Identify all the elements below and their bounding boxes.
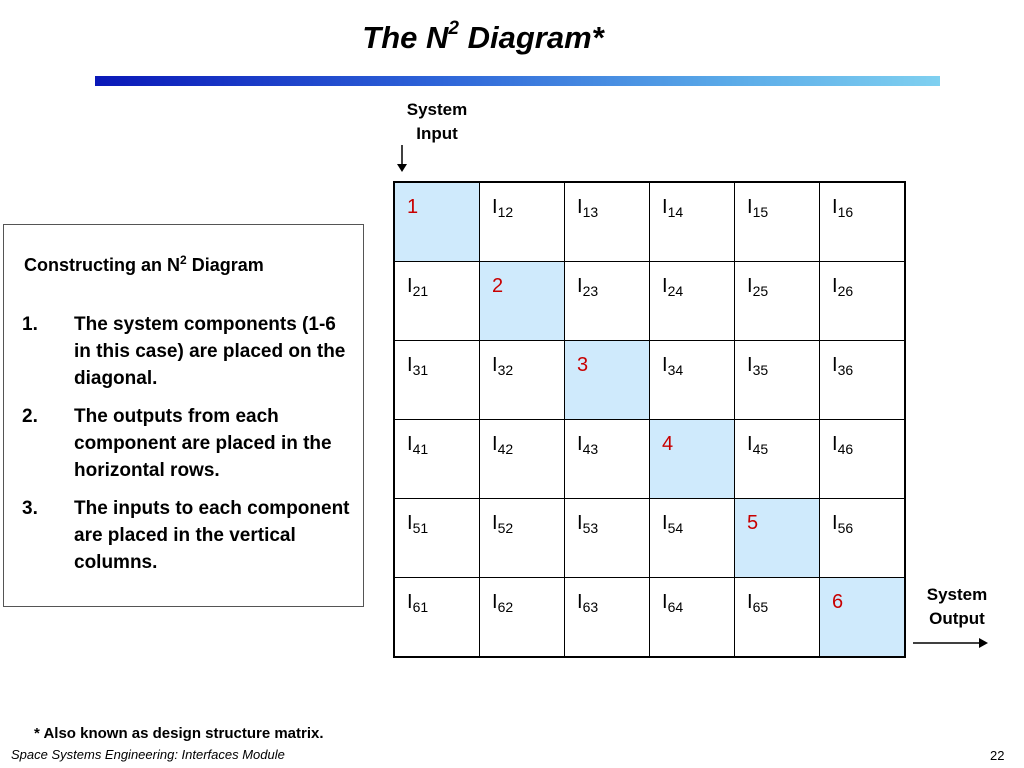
matrix-component-cell (394, 182, 480, 262)
interface-base: I (747, 354, 753, 376)
matrix-interface-cell (820, 420, 906, 499)
component-label: 4 (662, 433, 674, 455)
info-heading-suffix: Diagram (186, 255, 264, 275)
matrix-interface-cell (394, 262, 480, 341)
interface-base: I (407, 354, 413, 376)
matrix-interface-cell (650, 341, 735, 420)
interface-label (492, 590, 513, 614)
interface-base: I (492, 196, 498, 218)
interface-subscript: 42 (497, 441, 514, 457)
matrix-component-cell (480, 262, 565, 341)
interface-label (492, 432, 513, 456)
system-output-line-2: Output (929, 609, 985, 628)
interface-label (832, 274, 853, 298)
component-label: 5 (747, 512, 759, 534)
matrix-interface-cell (735, 420, 820, 499)
list-item-text: The inputs to each component are placed in the vertical columns. (74, 498, 350, 573)
interface-base: I (577, 433, 583, 455)
interface-subscript: 52 (497, 520, 514, 536)
footer-text: Space Systems Engineering: Interfaces Module (11, 747, 285, 762)
matrix-interface-cell (565, 262, 650, 341)
interface-label (492, 195, 513, 219)
interface-label (662, 590, 683, 614)
interface-label (492, 353, 513, 377)
matrix-interface-cell (650, 499, 735, 578)
interface-base: I (747, 275, 753, 297)
interface-subscript: 46 (837, 441, 854, 457)
list-item-text: The system components (1-6 in this case) are placed on the diagonal. (74, 314, 346, 389)
info-heading-prefix: Constructing an N (24, 255, 180, 275)
matrix-interface-cell (480, 499, 565, 578)
interface-base: I (662, 196, 668, 218)
matrix-interface-cell (565, 578, 650, 658)
matrix-row (394, 182, 905, 262)
n2-matrix (393, 181, 906, 658)
interface-subscript: 32 (497, 362, 514, 378)
interface-subscript: 65 (752, 599, 769, 615)
matrix-interface-cell (394, 341, 480, 420)
matrix-interface-cell (650, 262, 735, 341)
matrix-interface-cell (394, 420, 480, 499)
interface-base: I (492, 433, 498, 455)
interface-base: I (492, 354, 498, 376)
interface-base: I (577, 196, 583, 218)
matrix-interface-cell (480, 578, 565, 658)
matrix-interface-cell (820, 182, 906, 262)
interface-base: I (492, 591, 498, 613)
interface-subscript: 51 (412, 520, 429, 536)
system-output-line-1: System (926, 585, 988, 604)
matrix-interface-cell (735, 578, 820, 658)
matrix-interface-cell (565, 499, 650, 578)
interface-base: I (747, 591, 753, 613)
list-item-text: The outputs from each component are placed in the horizontal rows. (74, 406, 332, 481)
interface-label (662, 274, 683, 298)
component-label: 3 (577, 354, 589, 376)
list-item-number: 3. (22, 498, 38, 519)
interface-base: I (747, 433, 753, 455)
system-input-label (396, 98, 478, 146)
interface-subscript: 34 (667, 362, 684, 378)
interface-label (577, 274, 598, 298)
interface-base: I (832, 275, 838, 297)
interface-label (662, 511, 683, 535)
matrix-component-cell (565, 341, 650, 420)
interface-subscript: 64 (667, 599, 684, 615)
matrix-row (394, 578, 905, 658)
interface-label (492, 511, 513, 535)
interface-subscript: 13 (582, 204, 599, 220)
interface-subscript: 36 (837, 362, 854, 378)
interface-base: I (662, 591, 668, 613)
interface-subscript: 63 (582, 599, 599, 615)
interface-subscript: 31 (412, 362, 429, 378)
interface-subscript: 43 (582, 441, 599, 457)
footnote: * Also known as design structure matrix. (34, 725, 324, 742)
matrix-row (394, 262, 905, 341)
interface-label (747, 590, 768, 614)
interface-label (662, 353, 683, 377)
interface-base: I (662, 275, 668, 297)
matrix-row (394, 499, 905, 578)
interface-label (747, 432, 768, 456)
matrix-interface-cell (735, 262, 820, 341)
interface-base: I (747, 196, 753, 218)
list-item (22, 495, 352, 576)
matrix-interface-cell (394, 499, 480, 578)
interface-label (577, 590, 598, 614)
matrix-interface-cell (480, 182, 565, 262)
interface-subscript: 54 (667, 520, 684, 536)
interface-base: I (407, 275, 413, 297)
title-prefix: The N (362, 20, 449, 55)
info-heading-superscript: 2 (180, 253, 187, 267)
interface-label (832, 195, 853, 219)
matrix-interface-cell (480, 420, 565, 499)
interface-subscript: 35 (752, 362, 769, 378)
interface-label (407, 432, 428, 456)
matrix-interface-cell (820, 262, 906, 341)
interface-label (747, 353, 768, 377)
interface-subscript: 25 (752, 283, 769, 299)
interface-base: I (662, 354, 668, 376)
interface-label (577, 432, 598, 456)
interface-label (832, 511, 853, 535)
interface-subscript: 56 (837, 520, 854, 536)
interface-label (747, 195, 768, 219)
matrix-interface-cell (650, 578, 735, 658)
interface-base: I (577, 512, 583, 534)
component-label: 6 (832, 591, 844, 613)
list-item-number: 1. (22, 314, 38, 335)
matrix-row (394, 341, 905, 420)
slide-title (0, 18, 966, 58)
interface-subscript: 24 (667, 283, 684, 299)
list-item (22, 403, 352, 484)
interface-base: I (407, 591, 413, 613)
info-heading (24, 255, 264, 276)
title-suffix: Diagram* (458, 20, 604, 55)
matrix-interface-cell (735, 341, 820, 420)
matrix-component-cell (650, 420, 735, 499)
title-superscript: 2 (448, 17, 459, 39)
info-list (22, 311, 352, 587)
interface-base: I (492, 512, 498, 534)
interface-subscript: 62 (497, 599, 514, 615)
system-input-arrow (395, 145, 409, 173)
title-accent-bar (95, 76, 940, 86)
interface-subscript: 16 (837, 204, 854, 220)
system-output-arrow (913, 636, 989, 650)
matrix-interface-cell (480, 341, 565, 420)
matrix-interface-cell (820, 341, 906, 420)
interface-base: I (832, 512, 838, 534)
list-item (22, 311, 352, 392)
interface-label (832, 432, 853, 456)
matrix-interface-cell (565, 420, 650, 499)
interface-label (407, 274, 428, 298)
system-output-label (912, 583, 1002, 631)
interface-base: I (662, 512, 668, 534)
matrix-interface-cell (565, 182, 650, 262)
interface-label (577, 195, 598, 219)
matrix-interface-cell (820, 499, 906, 578)
component-label: 2 (492, 275, 504, 297)
component-label: 1 (407, 196, 419, 218)
interface-base: I (577, 275, 583, 297)
interface-subscript: 26 (837, 283, 854, 299)
interface-subscript: 53 (582, 520, 599, 536)
interface-label (407, 511, 428, 535)
system-input-line-2: Input (416, 124, 458, 143)
interface-label (832, 353, 853, 377)
interface-base: I (407, 433, 413, 455)
info-box (3, 224, 364, 607)
matrix-interface-cell (650, 182, 735, 262)
system-input-line-1: System (406, 100, 468, 119)
interface-subscript: 41 (412, 441, 429, 457)
interface-base: I (832, 354, 838, 376)
interface-subscript: 61 (412, 599, 429, 615)
interface-label (407, 590, 428, 614)
interface-base: I (832, 433, 838, 455)
matrix-interface-cell (735, 182, 820, 262)
matrix-row (394, 420, 905, 499)
interface-label (407, 353, 428, 377)
interface-label (577, 511, 598, 535)
matrix-component-cell (820, 578, 906, 658)
list-item-number: 2. (22, 406, 38, 427)
page-number: 22 (990, 748, 1005, 763)
interface-base: I (407, 512, 413, 534)
matrix-component-cell (735, 499, 820, 578)
interface-subscript: 23 (582, 283, 599, 299)
interface-subscript: 12 (497, 204, 514, 220)
interface-label (662, 195, 683, 219)
interface-subscript: 45 (752, 441, 769, 457)
matrix-interface-cell (394, 578, 480, 658)
interface-base: I (832, 196, 838, 218)
interface-subscript: 15 (752, 204, 769, 220)
interface-subscript: 21 (412, 283, 429, 299)
interface-subscript: 14 (667, 204, 684, 220)
interface-base: I (577, 591, 583, 613)
interface-label (747, 274, 768, 298)
